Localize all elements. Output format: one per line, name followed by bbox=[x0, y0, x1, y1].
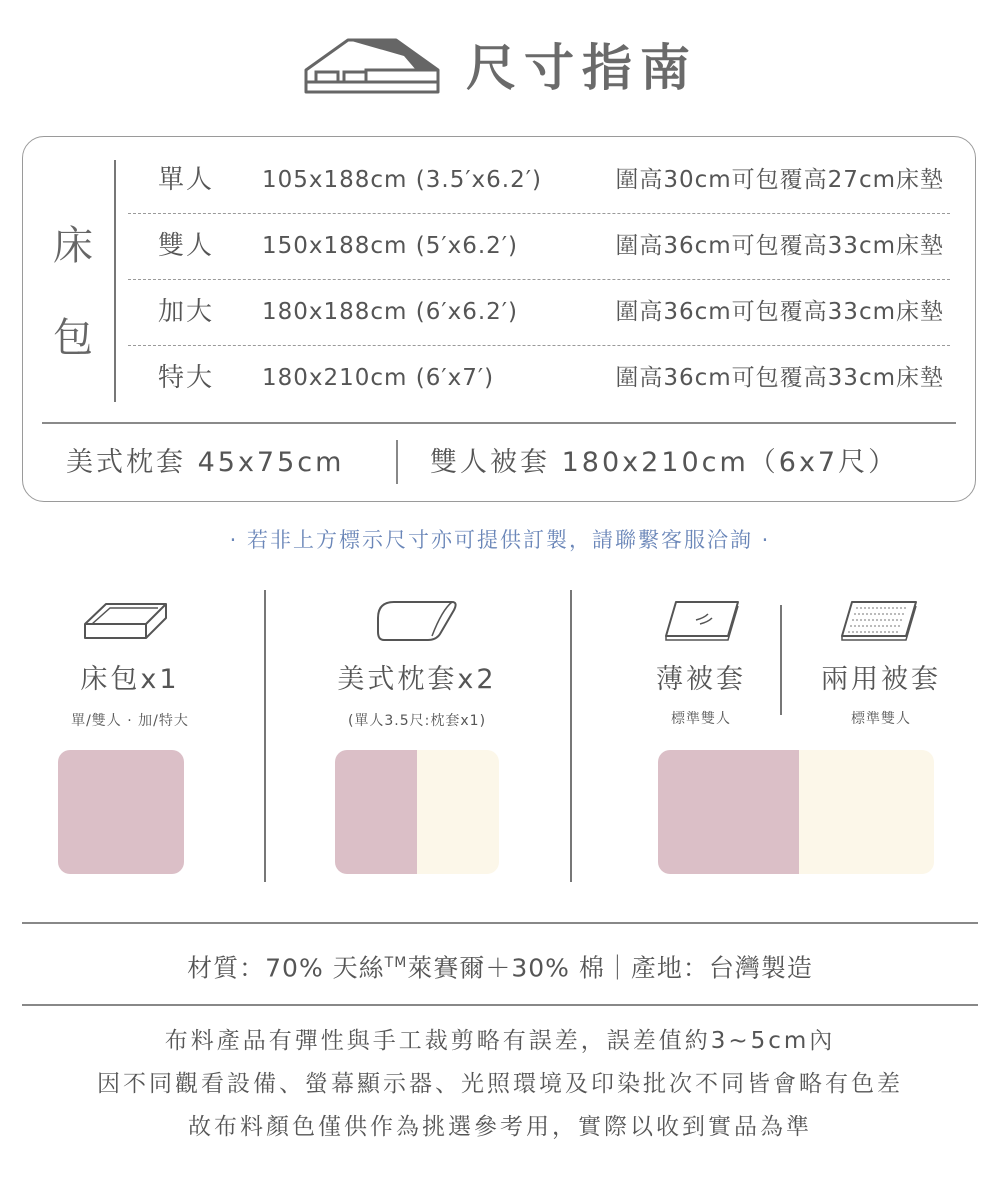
product-divider bbox=[570, 590, 572, 882]
box-divider bbox=[42, 422, 956, 424]
trademark-mark: TM bbox=[384, 955, 408, 971]
color-swatch bbox=[58, 750, 184, 874]
product-sub: 標準雙人 bbox=[851, 711, 911, 727]
quilted-duvet-icon bbox=[838, 598, 920, 644]
material-prefix: 材質：70% 天絲 bbox=[187, 953, 385, 983]
color-swatch bbox=[335, 750, 499, 874]
disclaimer-line: 故布料顏色僅供作為挑選參考用，實際以收到實品為準 bbox=[188, 1114, 812, 1140]
disclaimer-line: 布料產品有彈性與手工裁剪略有誤差，誤差值約3~5cm內 bbox=[164, 1028, 836, 1054]
swatch-cream bbox=[799, 750, 934, 874]
category-divider bbox=[114, 160, 116, 402]
size-row bbox=[128, 213, 950, 279]
bed-house-icon bbox=[304, 36, 440, 94]
product-sub: (單人3.5尺:枕套x1) bbox=[347, 713, 487, 729]
page-title: 尺寸指南 bbox=[466, 39, 698, 97]
color-swatch bbox=[658, 750, 934, 874]
size-name: 加大 bbox=[158, 297, 215, 327]
swatch-cream bbox=[417, 750, 499, 874]
size-separator bbox=[396, 440, 398, 484]
size-note: 圍高30cm可包覆高27cm床墊 bbox=[615, 167, 944, 193]
custom-order-note: · 若非上方標示尺寸亦可提供訂製，請聯繫客服洽詢 · bbox=[229, 528, 771, 552]
size-row bbox=[128, 279, 950, 345]
disclaimer-line: 因不同觀看設備、螢幕顯示器、光照環境及印染批次不同皆會略有色差 bbox=[97, 1071, 903, 1097]
size-dimensions: 150x188cm (5′x6.2′) bbox=[262, 233, 518, 259]
product-divider bbox=[264, 590, 266, 882]
size-name: 單人 bbox=[158, 165, 215, 195]
size-note: 圍高36cm可包覆高33cm床墊 bbox=[615, 365, 944, 391]
swatch-pink bbox=[58, 750, 184, 874]
material-info bbox=[0, 942, 1000, 989]
size-dimensions: 105x188cm (3.5′x6.2′) bbox=[262, 167, 542, 193]
pillow-icon bbox=[376, 598, 460, 642]
material-suffix: 萊賽爾＋30% 棉｜產地：台灣製造 bbox=[407, 953, 813, 983]
divider bbox=[22, 922, 978, 924]
category-label: 床包 bbox=[53, 223, 93, 361]
size-note: 圍高36cm可包覆高33cm床墊 bbox=[615, 299, 944, 325]
product-name: 兩用被套 bbox=[821, 664, 941, 695]
size-note: 圍高36cm可包覆高33cm床墊 bbox=[615, 233, 944, 259]
divider bbox=[22, 1004, 978, 1006]
duvet-size: 雙人被套 180x210cm（6x7尺） bbox=[430, 447, 899, 478]
size-row bbox=[128, 345, 950, 411]
product-sub: 單/雙人 · 加/特大 bbox=[71, 713, 189, 729]
size-dimensions: 180x210cm (6′x7′) bbox=[262, 365, 495, 391]
size-dimensions: 180x188cm (6′x6.2′) bbox=[262, 299, 518, 325]
swatch-pink bbox=[658, 750, 799, 874]
size-name: 雙人 bbox=[158, 231, 215, 261]
size-row bbox=[128, 147, 950, 213]
product-sub: 標準雙人 bbox=[671, 711, 731, 727]
product-name: 床包x1 bbox=[80, 664, 180, 695]
thin-duvet-icon bbox=[662, 598, 742, 644]
pillowcase-size: 美式枕套 45x75cm bbox=[66, 447, 345, 478]
fitted-sheet-icon bbox=[82, 598, 170, 644]
size-name: 特大 bbox=[158, 363, 215, 393]
product-name: 薄被套 bbox=[656, 664, 746, 695]
swatch-pink bbox=[335, 750, 417, 874]
product-name: 美式枕套x2 bbox=[337, 664, 497, 695]
